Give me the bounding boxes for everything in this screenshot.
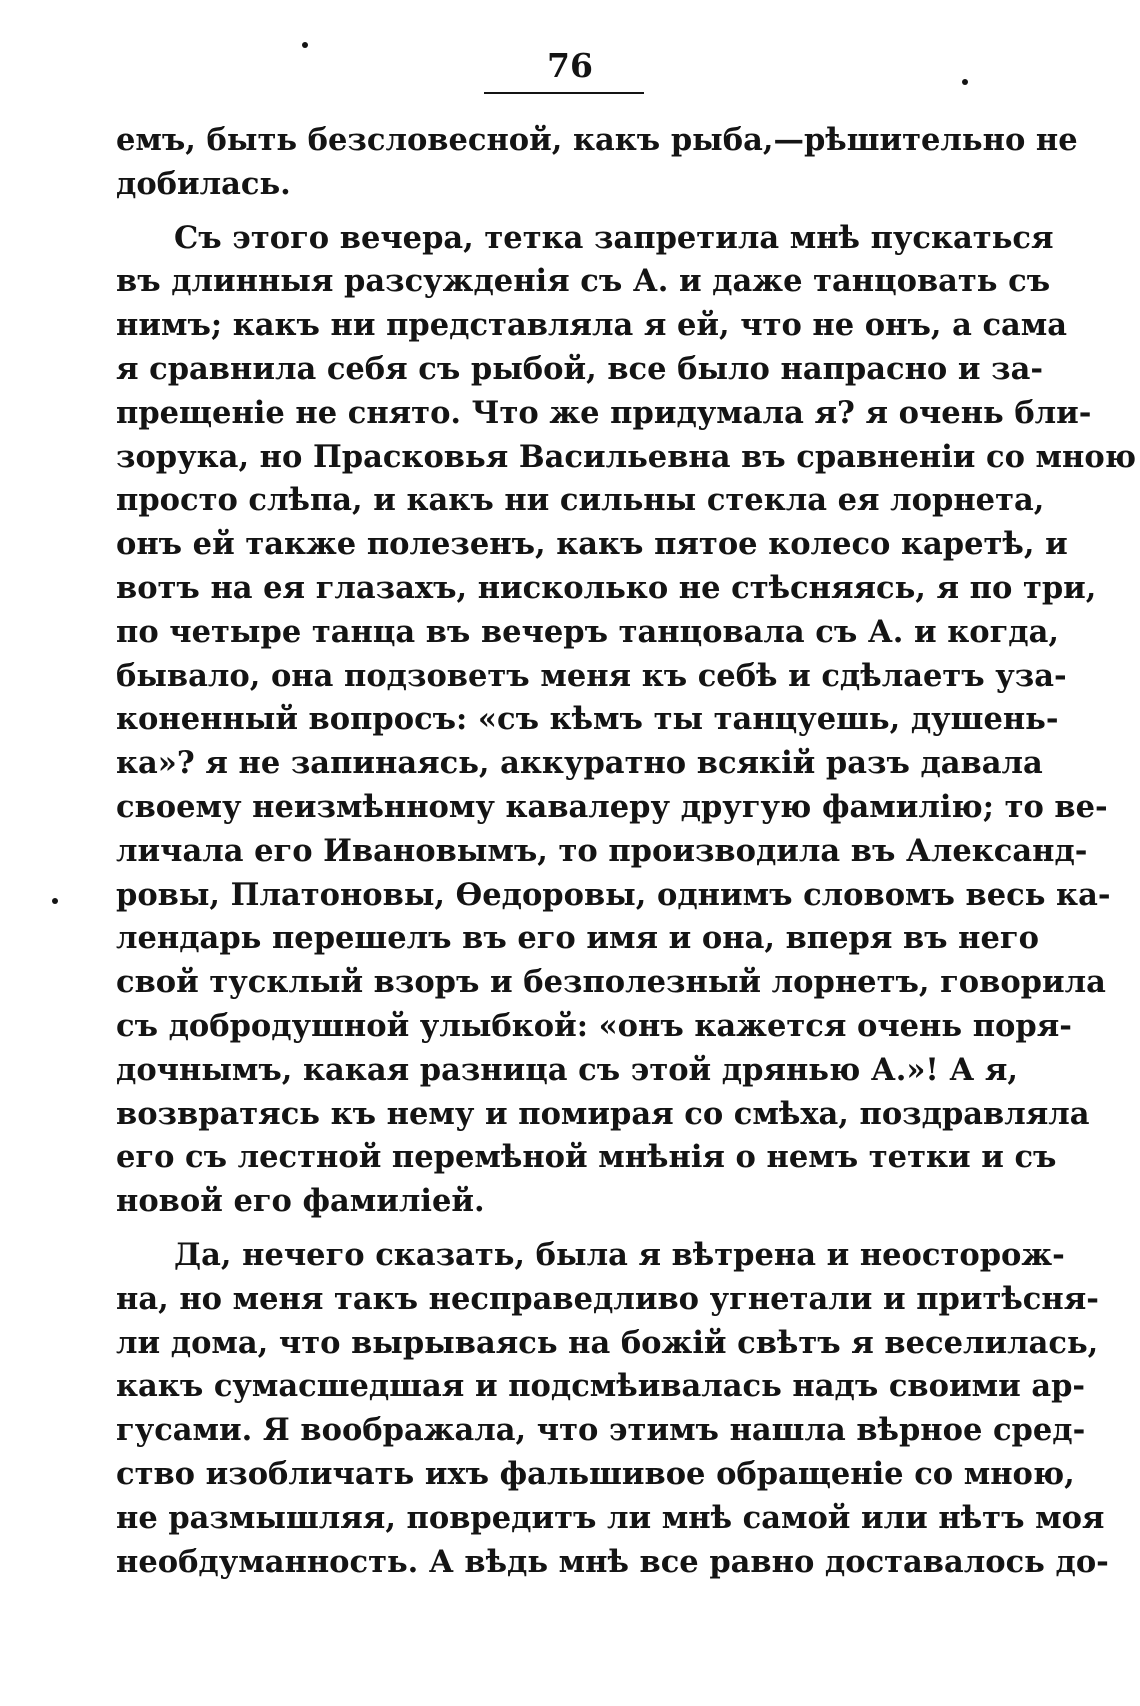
text-line: прещеніе не снято. Что же придумала я? я очень бли- [116, 394, 1092, 431]
text-line: я сравнила себя съ рыбой, все было напрасно и за- [116, 350, 1043, 387]
text-line: Да, нечего сказать, была я вѣтрена и неосторож- [174, 1236, 1065, 1273]
text-line: Съ этого вечера, тетка запретила мнѣ пускаться [174, 219, 1054, 256]
paragraph [116, 119, 1078, 207]
text-line: ли дома, что вырываясь на божій свѣтъ я веселилась, [116, 1324, 1099, 1361]
text-line: бывало, она подзоветъ меня къ себѣ и сдѣлаетъ уза- [116, 657, 1067, 694]
text-line: просто слѣпа, и какъ ни сильны стекла ея лорнета, [116, 482, 1045, 519]
text-line: лендарь перешелъ въ его имя и она, вперя въ него [116, 920, 1039, 957]
text-line: новой его фамиліей. [116, 1183, 485, 1220]
text-line: не размышляя, повредитъ ли мнѣ самой или нѣтъ моя [116, 1499, 1105, 1536]
text-line: добилась. [116, 165, 291, 202]
print-speck [962, 79, 968, 85]
print-speck [52, 898, 58, 904]
text-line: по четыре танца въ вечеръ танцовала съ А. и когда, [116, 613, 1059, 650]
text-line: необдуманность. А вѣдь мнѣ все равно доставалось до- [116, 1543, 1109, 1580]
text-line: ровы, Платоновы, Өедоровы, однимъ словомъ весь ка- [116, 876, 1111, 913]
paragraph [116, 1234, 1109, 1584]
text-line: емъ, быть безсловесной, какъ рыба,—рѣшительно не [116, 122, 1078, 158]
text-line: личала его Ивановымъ, то производила въ Александ- [116, 832, 1088, 869]
text-line: своему неизмѣнному кавалеру другую фамилію; то ве- [116, 788, 1108, 825]
text-line: ка»? я не запинаясь, аккуратно всякій разъ давала [116, 745, 1043, 782]
text-line: зорука, но Прасковья Васильевна въ сравненіи со мною [116, 438, 1136, 475]
text-line: коненный вопросъ: «съ кѣмъ ты танцуешь, душень- [116, 701, 1059, 738]
text-line: въ длинныя разсужденія съ А. и даже танцовать съ [116, 263, 1051, 300]
text-line: онъ ей также полезенъ, какъ пятое колесо каретѣ, и [116, 526, 1068, 563]
print-speck [302, 42, 308, 48]
text-line: нимъ; какъ ни представляла я ей, что не онъ, а сама [116, 307, 1068, 344]
text-line: возвратясь къ нему и помирая со смѣха, поздравляла [116, 1095, 1090, 1132]
text-line: дочнымъ, какая разница съ этой дрянью А.»! А я, [116, 1051, 1019, 1088]
page-number: 76 [547, 46, 593, 85]
body-text [116, 119, 1136, 1584]
text-line: вотъ на ея глазахъ, нисколько не стѣсняясь, я по три, [116, 569, 1097, 606]
text-line: его съ лестной перемѣной мнѣнія о немъ тетки и съ [116, 1139, 1057, 1176]
text-line: гусами. Я воображала, что этимъ нашла вѣрное сред- [116, 1412, 1086, 1449]
text-line: свой тусклый взоръ и безполезный лорнетъ, говорила [116, 964, 1106, 1001]
page-number-rule [484, 92, 644, 94]
text-line: на, но меня такъ несправедливо угнетали и притѣсня- [116, 1280, 1099, 1317]
text-line: какъ сумасшедшая и подсмѣивалась надъ своими ар- [116, 1368, 1086, 1405]
paragraph [116, 217, 1136, 1224]
text-line: ство изобличать ихъ фальшивое обращеніе со мною, [116, 1455, 1075, 1492]
text-line: съ добродушной улыбкой: «онъ кажется очень поря- [116, 1007, 1072, 1044]
